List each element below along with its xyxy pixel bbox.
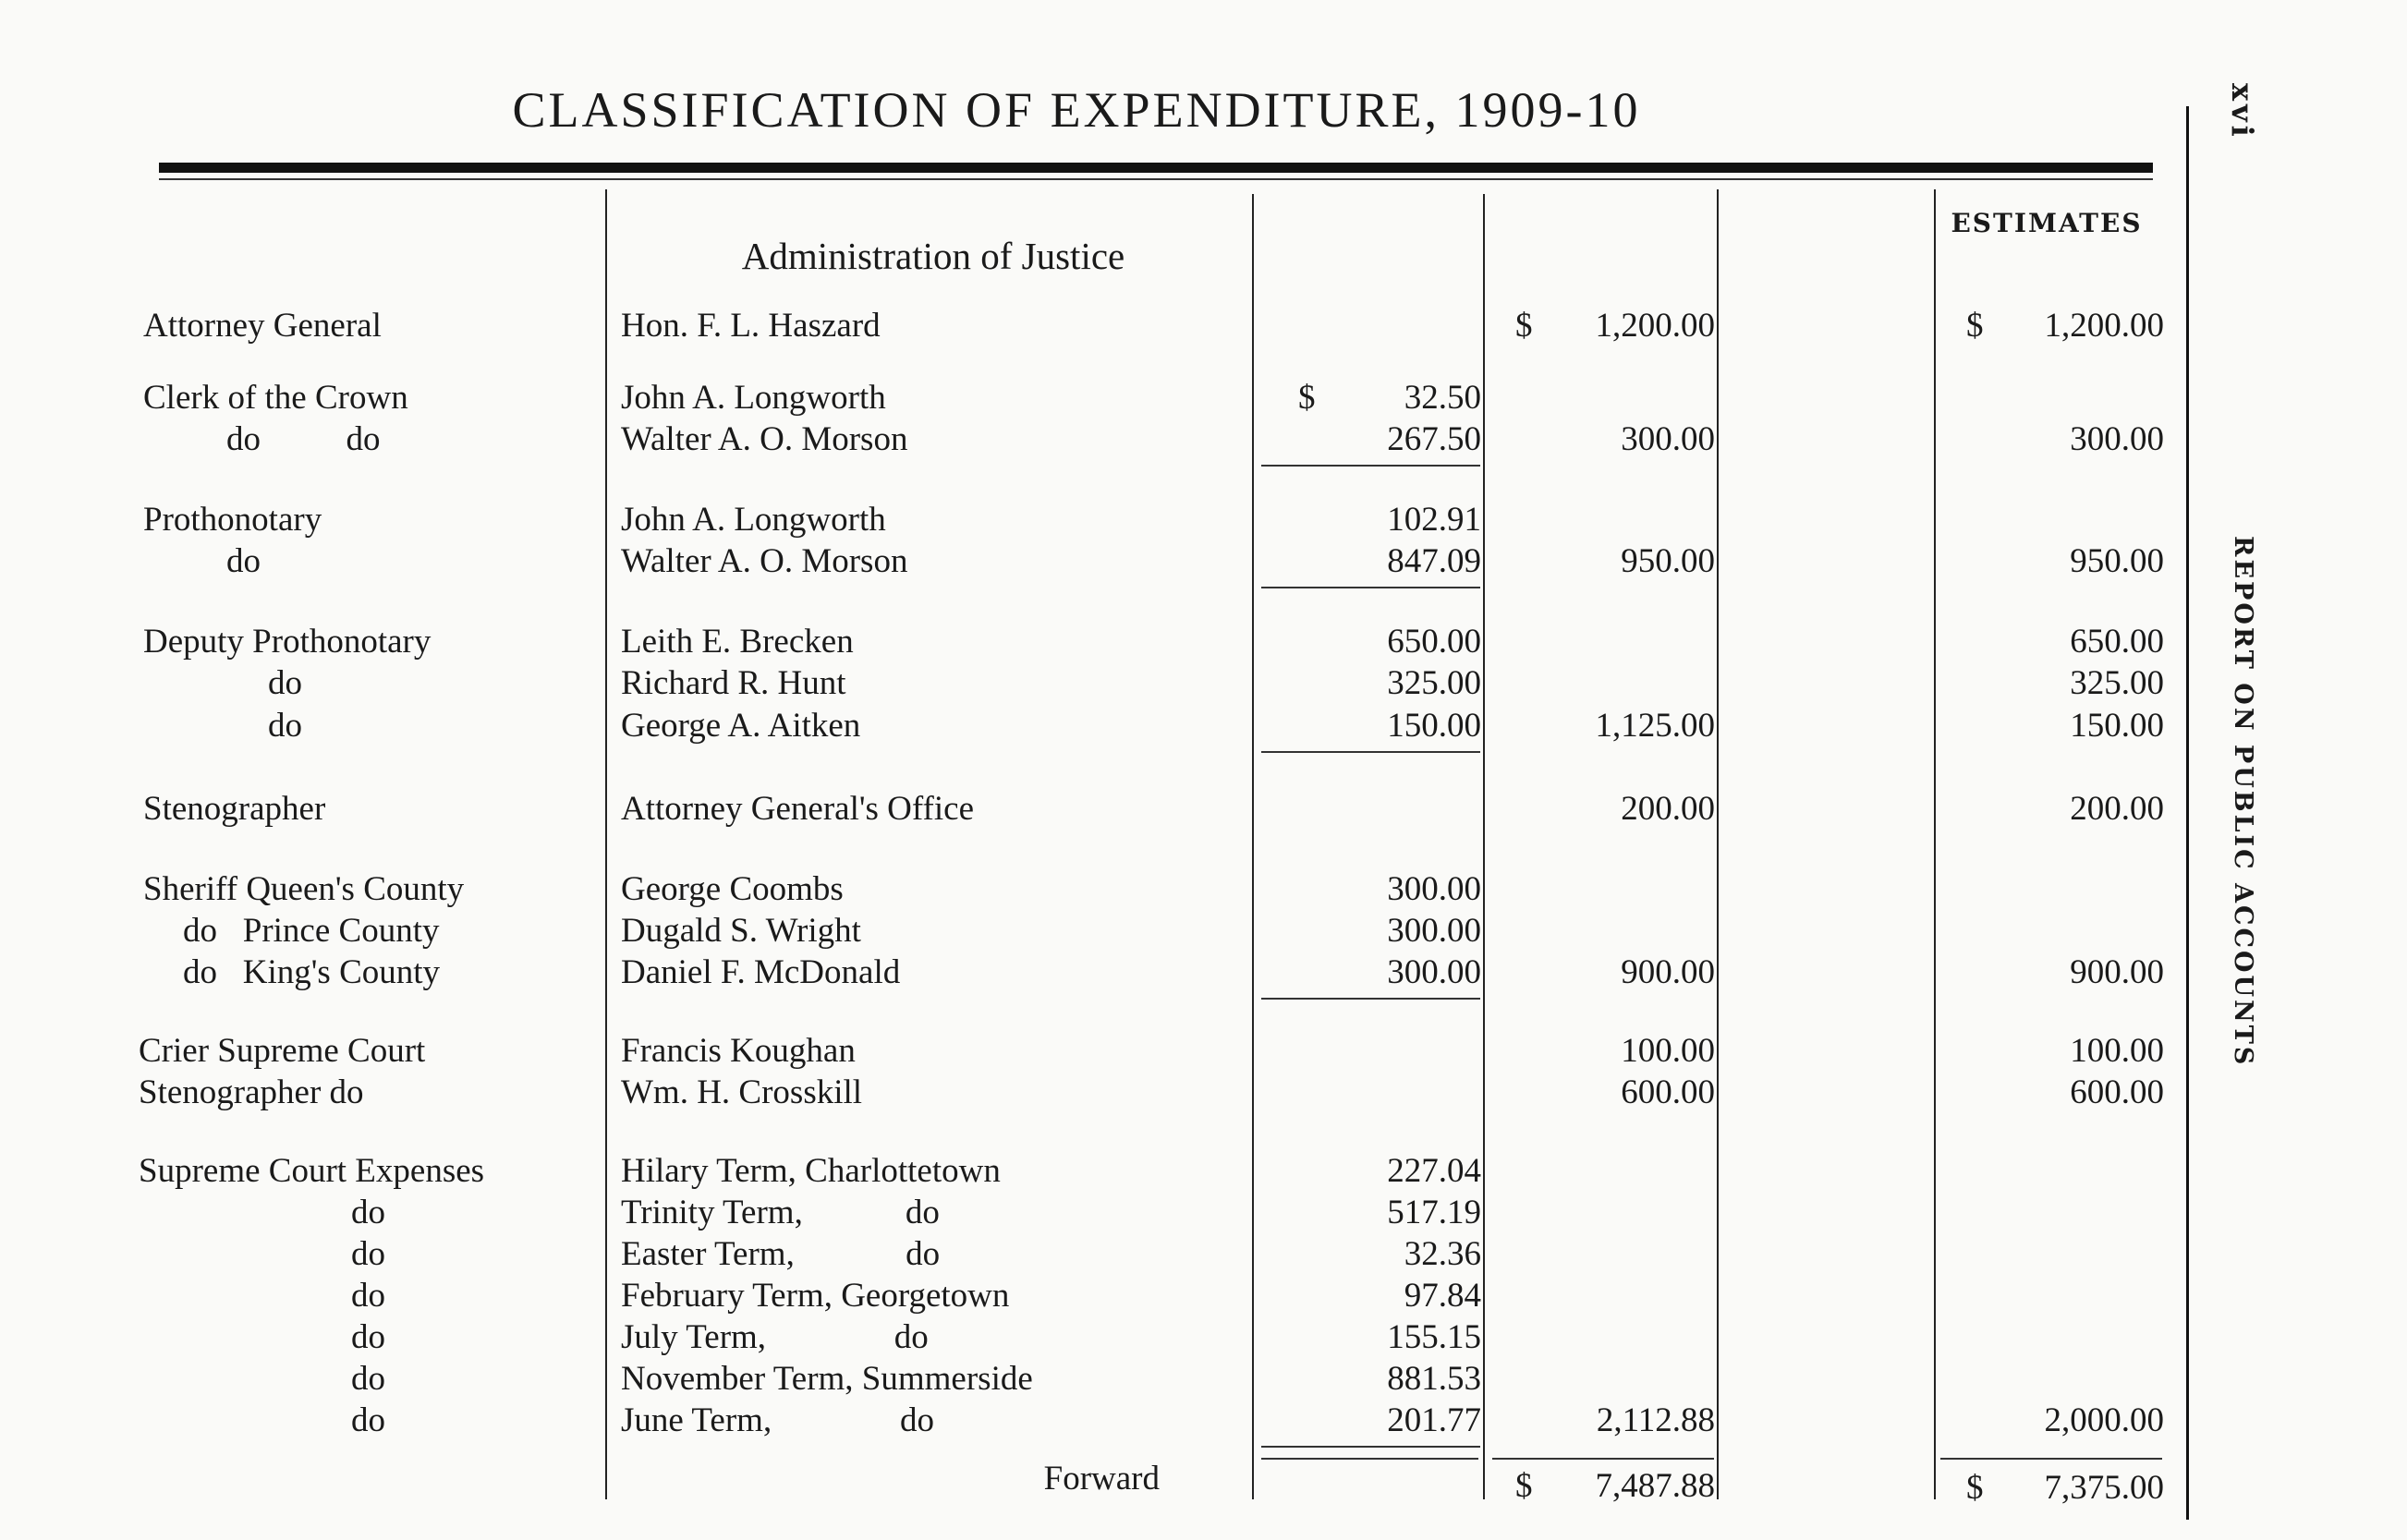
- detail-amount: 300.00: [1387, 870, 1481, 908]
- office-title: Stenographer: [143, 790, 326, 828]
- estimate-amount: 600.00: [2070, 1073, 2164, 1111]
- person-name: Wm. H. Crosskill: [621, 1073, 863, 1111]
- office-title: Supreme Court Expenses: [139, 1152, 485, 1190]
- forward-rule-c3: [1940, 1458, 2162, 1460]
- estimate-amount: 100.00: [2070, 1032, 2164, 1070]
- total-amount: 1,125.00: [1595, 707, 1715, 745]
- estimate-amount: 300.00: [2070, 420, 2164, 458]
- office-title: do: [351, 1194, 385, 1231]
- total-amount: 1,200.00: [1595, 307, 1715, 345]
- person-name: George Coombs: [621, 870, 844, 908]
- estimate-amount: 2,000.00: [2044, 1401, 2164, 1439]
- person-name: February Term, Georgetown: [621, 1277, 1010, 1315]
- office-title: do King's County: [183, 953, 441, 991]
- person-name: Daniel F. McDonald: [621, 953, 901, 991]
- detail-amount: 201.77: [1387, 1401, 1481, 1439]
- estimate-amount: 1,200.00: [2044, 307, 2164, 345]
- office-title: do Prince County: [183, 912, 440, 950]
- forward-label: Forward: [1043, 1460, 1160, 1498]
- subtotal-rule: [1261, 587, 1480, 588]
- office-title: Sheriff Queen's County: [143, 870, 465, 908]
- person-name: Hilary Term, Charlottetown: [621, 1152, 1001, 1190]
- dollar-sign: $: [1966, 307, 1984, 345]
- person-name: Walter A. O. Morson: [621, 420, 908, 458]
- title-rule-thin: [159, 178, 2153, 180]
- section-heading: Administration of Justice: [741, 235, 1125, 277]
- subtotal-rule: [1261, 751, 1480, 753]
- estimate-amount: 950.00: [2070, 542, 2164, 580]
- total-amount: 900.00: [1621, 953, 1715, 991]
- total-amount: 950.00: [1621, 542, 1715, 580]
- office-title: Attorney General: [143, 307, 382, 345]
- detail-amount: 150.00: [1387, 707, 1481, 745]
- detail-amount: 650.00: [1387, 623, 1481, 661]
- forward-rule-c1: [1261, 1458, 1478, 1460]
- person-name: Leith E. Brecken: [621, 623, 854, 661]
- page-number: xvi: [2225, 83, 2260, 140]
- office-title: do: [351, 1318, 385, 1356]
- office-title: do: [351, 1360, 385, 1398]
- subtotal-rule: [1261, 998, 1480, 1000]
- office-title: Stenographer do: [139, 1073, 364, 1111]
- title-rule-thick: [159, 163, 2153, 173]
- person-name: Dugald S. Wright: [621, 912, 861, 950]
- detail-amount: 881.53: [1387, 1360, 1481, 1398]
- person-name: George A. Aitken: [621, 707, 861, 745]
- detail-amount: 847.09: [1387, 542, 1481, 580]
- detail-amount: 300.00: [1387, 912, 1481, 950]
- forward-rule-c2: [1492, 1458, 1714, 1460]
- office-title: do do: [226, 420, 381, 458]
- office-title: Deputy Prothonotary: [143, 623, 432, 661]
- subtotal-rule: [1261, 465, 1480, 467]
- running-head: REPORT ON PUBLIC ACCOUNTS: [2229, 536, 2257, 1068]
- column-rule-estimates: [1934, 189, 1936, 1499]
- forward-total-c3: 7,375.00: [2044, 1469, 2164, 1507]
- office-title: do: [268, 664, 302, 702]
- estimate-amount: 900.00: [2070, 953, 2164, 991]
- subtotal-rule: [1261, 1446, 1480, 1448]
- person-name: John A. Longworth: [621, 501, 886, 539]
- detail-amount: 517.19: [1387, 1194, 1481, 1231]
- estimate-amount: 200.00: [2070, 790, 2164, 828]
- forward-dollar-c2: $: [1515, 1467, 1533, 1505]
- detail-amount: 325.00: [1387, 664, 1481, 702]
- office-title: do: [351, 1235, 385, 1273]
- office-title: Prothonotary: [143, 501, 322, 539]
- person-name: July Term, do: [621, 1318, 929, 1356]
- detail-amount: 155.15: [1387, 1318, 1481, 1356]
- dollar-sign: $: [1515, 307, 1533, 345]
- column-rule-c2: [1483, 194, 1485, 1499]
- forward-total-c2: 7,487.88: [1595, 1467, 1715, 1505]
- person-name: John A. Longworth: [621, 379, 886, 417]
- person-name: June Term, do: [621, 1401, 934, 1439]
- detail-amount: 227.04: [1387, 1152, 1481, 1190]
- estimate-amount: 150.00: [2070, 707, 2164, 745]
- page-title: CLASSIFICATION OF EXPENDITURE, 1909-10: [512, 82, 1641, 138]
- office-title: do: [351, 1401, 385, 1439]
- total-amount: 2,112.88: [1596, 1401, 1715, 1439]
- page-edge-rule: [2186, 106, 2189, 1520]
- detail-amount: 32.50: [1404, 379, 1481, 417]
- office-title: do: [268, 707, 302, 745]
- person-name: November Term, Summerside: [621, 1360, 1033, 1398]
- person-name: Richard R. Hunt: [621, 664, 846, 702]
- total-amount: 100.00: [1621, 1032, 1715, 1070]
- office-title: do: [226, 542, 261, 580]
- total-amount: 600.00: [1621, 1073, 1715, 1111]
- person-name: Easter Term, do: [621, 1235, 941, 1273]
- estimate-amount: 650.00: [2070, 623, 2164, 661]
- total-amount: 300.00: [1621, 420, 1715, 458]
- forward-dollar-c3: $: [1966, 1469, 1984, 1507]
- person-name: Walter A. O. Morson: [621, 542, 908, 580]
- person-name: Hon. F. L. Haszard: [621, 307, 881, 345]
- office-title: Clerk of the Crown: [143, 379, 408, 417]
- person-name: Trinity Term, do: [621, 1194, 940, 1231]
- column-rule-c3: [1717, 189, 1719, 1499]
- detail-amount: 32.36: [1404, 1235, 1481, 1273]
- detail-amount: 267.50: [1387, 420, 1481, 458]
- estimate-amount: 325.00: [2070, 664, 2164, 702]
- detail-amount: 97.84: [1404, 1277, 1481, 1315]
- total-amount: 200.00: [1621, 790, 1715, 828]
- person-name: Francis Koughan: [621, 1032, 856, 1070]
- estimates-heading: ESTIMATES: [1951, 208, 2143, 238]
- dollar-sign: $: [1298, 379, 1316, 417]
- office-title: Crier Supreme Court: [139, 1032, 426, 1070]
- detail-amount: 102.91: [1387, 501, 1481, 539]
- detail-amount: 300.00: [1387, 953, 1481, 991]
- person-name: Attorney General's Office: [621, 790, 974, 828]
- office-title: do: [351, 1277, 385, 1315]
